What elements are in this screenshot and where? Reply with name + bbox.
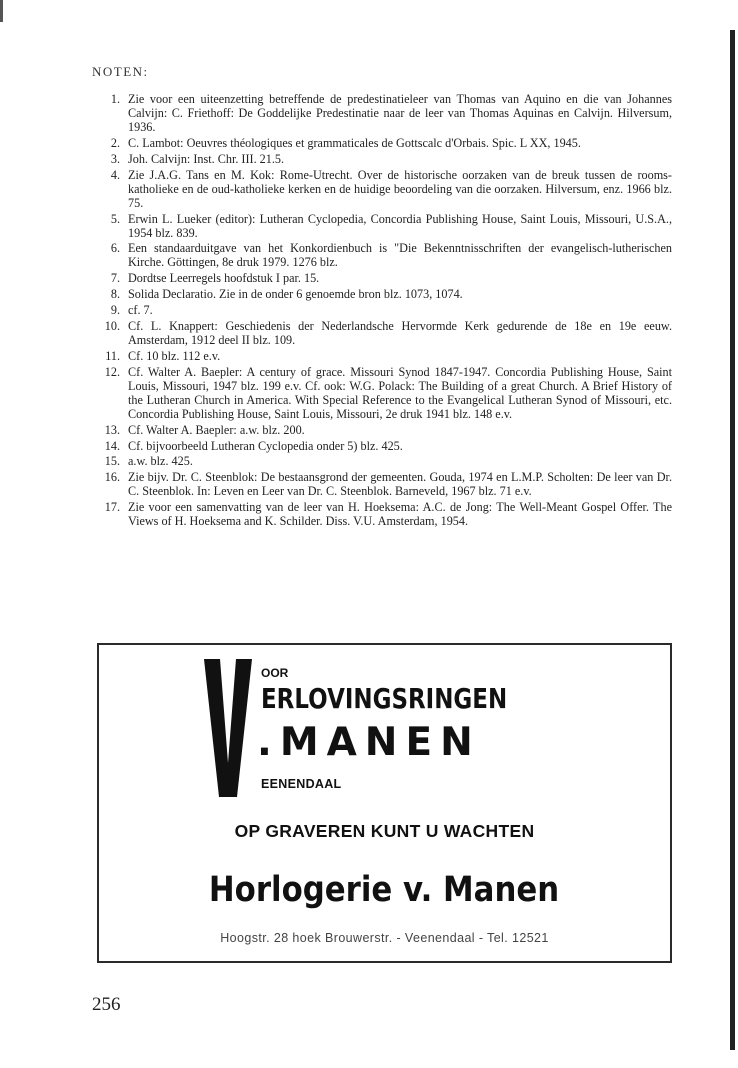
note-item bbox=[92, 271, 672, 285]
note-text: Zie bijv. Dr. C. Steenblok: De bestaansgrond der gemeenten. Gouda, 1974 en L.M.P. Scholten: De leer van Dr. C. Steenblok. In: Leven en Leer van Dr. C. Steenblok. Barneveld, 1967 blz. 71 e.v. bbox=[128, 470, 672, 499]
note-text: C. Lambot: Oeuvres théologiques et grammaticales de Gottscalc d'Orbais. Spic. L XX, 1945. bbox=[128, 135, 581, 150]
note-number: 4. bbox=[110, 167, 120, 182]
note-item bbox=[92, 470, 672, 498]
note-number: 11. bbox=[105, 348, 120, 363]
note-item bbox=[92, 365, 672, 421]
note-item bbox=[92, 152, 672, 166]
notes-list bbox=[92, 92, 672, 530]
note-number: 13. bbox=[104, 422, 120, 437]
note-item bbox=[92, 319, 672, 347]
note-number: 1. bbox=[110, 92, 120, 106]
ad-address: Hoogstr. 28 hoek Brouwerstr. - Veenendaal - Tel. 12521 bbox=[220, 931, 549, 945]
note-item bbox=[92, 136, 672, 150]
note-item bbox=[92, 423, 672, 437]
note-number: 7. bbox=[110, 271, 120, 286]
note-item bbox=[92, 168, 672, 210]
ad-line-manen: .MANEN bbox=[257, 720, 481, 765]
note-number: 2. bbox=[110, 135, 120, 150]
note-item bbox=[92, 92, 672, 134]
note-number: 8. bbox=[110, 287, 120, 302]
note-text: Joh. Calvijn: Inst. Chr. III. 21.5. bbox=[128, 151, 285, 166]
note-item bbox=[92, 287, 672, 301]
note-number: 14. bbox=[104, 438, 120, 453]
note-text: Een standaarduitgave van het Konkordienbuch is "Die Bekenntnisschriften der evangelisch-lutherischen Kirche. Göttingen, 8e druk 1979. 1276 blz. bbox=[128, 241, 672, 270]
note-number: 10. bbox=[104, 319, 120, 334]
note-number: 9. bbox=[110, 303, 120, 318]
ad-line-city: EENENDAAL bbox=[261, 777, 342, 791]
note-text: Zie J.A.G. Tans en M. Kok: Rome-Utrecht. Over de historische oorzaken van de breuk tussen de rooms-katholieke en de oud-katholieke kerken en de huidige beoordeling van die oorzaken. Hilversum, enz. 1966 blz. 75. bbox=[128, 167, 672, 210]
page-number: 256 bbox=[92, 994, 121, 1015]
note-text: Erwin L. Lueker (editor): Lutheran Cyclopedia, Concordia Publishing House, Saint Louis, Missouri, U.S.A., 1954 blz. 839. bbox=[128, 211, 672, 240]
note-number: 6. bbox=[110, 241, 120, 256]
big-v-letter-logo bbox=[204, 659, 252, 797]
note-text: Zie voor een uiteenzetting betreffende de predestinatieleer van Thomas van Aquino en die van Johannes Calvijn: C. Friethoff: De Goddelijke Predestinatie naar de leer van Thomas Aquinas en Calvijn. Hilversum, 1936. bbox=[128, 92, 672, 134]
note-text: Dordtse Leerregels hoofdstuk I par. 15. bbox=[128, 271, 320, 286]
note-text: cf. 7. bbox=[128, 303, 153, 318]
note-item bbox=[92, 349, 672, 363]
scan-edge-right bbox=[730, 30, 735, 1050]
note-number: 12. bbox=[104, 364, 120, 379]
note-item bbox=[92, 303, 672, 317]
note-text: a.w. blz. 425. bbox=[128, 454, 193, 469]
ad-line-erlovingsringen: ERLOVINGSRINGEN bbox=[261, 682, 508, 715]
advertisement bbox=[97, 643, 672, 963]
note-text: Cf. L. Knappert: Geschiedenis der Nederlandsche Hervormde Kerk gedurende de 18e en 19e eeuw. Amsterdam, 1912 deel II blz. 109. bbox=[128, 319, 672, 348]
note-text: Cf. 10 blz. 112 e.v. bbox=[128, 348, 221, 363]
note-item bbox=[92, 212, 672, 240]
note-item bbox=[92, 500, 672, 528]
note-number: 16. bbox=[104, 470, 120, 485]
ad-shop-name bbox=[99, 869, 670, 911]
scan-edge-left bbox=[0, 0, 3, 22]
note-number: 15. bbox=[104, 454, 120, 469]
note-number: 5. bbox=[110, 211, 120, 226]
note-text: Cf. Walter A. Baepler: a.w. blz. 200. bbox=[128, 422, 305, 437]
ad-line-oor: OOR bbox=[261, 666, 289, 680]
note-number: 17. bbox=[104, 500, 120, 515]
note-text: Solida Declaratio. Zie in de onder 6 genoemde bron blz. 1073, 1074. bbox=[128, 287, 463, 302]
note-item bbox=[92, 241, 672, 269]
note-text: Cf. bijvoorbeeld Lutheran Cyclopedia onder 5) blz. 425. bbox=[128, 438, 403, 453]
ad-shop-name-text: Horlogerie v. Manen bbox=[209, 870, 560, 910]
note-number: 3. bbox=[110, 151, 120, 166]
note-text: Zie voor een samenvatting van de leer van H. Hoeksema: A.C. de Jong: The Well-Meant Gospel Offer. The Views of H. Hoeksema and K. Schilder. Diss. V.U. Amsterdam, 1954. bbox=[128, 500, 672, 529]
notes-heading: NOTEN: bbox=[92, 64, 149, 79]
note-item bbox=[92, 454, 672, 468]
note-item bbox=[92, 439, 672, 453]
note-text: Cf. Walter A. Baepler: A century of grace. Missouri Synod 1847-1947. Concordia Publishing House, Saint Louis, Missouri, 1947 blz. 199 e.v. Cf. ook: W.G. Polack: The Building of a great Church. A Brief History of the Lutheran Church in America. With Special Reference to the Evangelical Lutheran Synod of Missouri, etc. Concordia Publishing House, Saint Louis, Missouri, 2e druk 1941 blz. 148 e.v. bbox=[128, 364, 672, 421]
ad-slogan: OP GRAVEREN KUNT U WACHTEN bbox=[234, 821, 535, 841]
